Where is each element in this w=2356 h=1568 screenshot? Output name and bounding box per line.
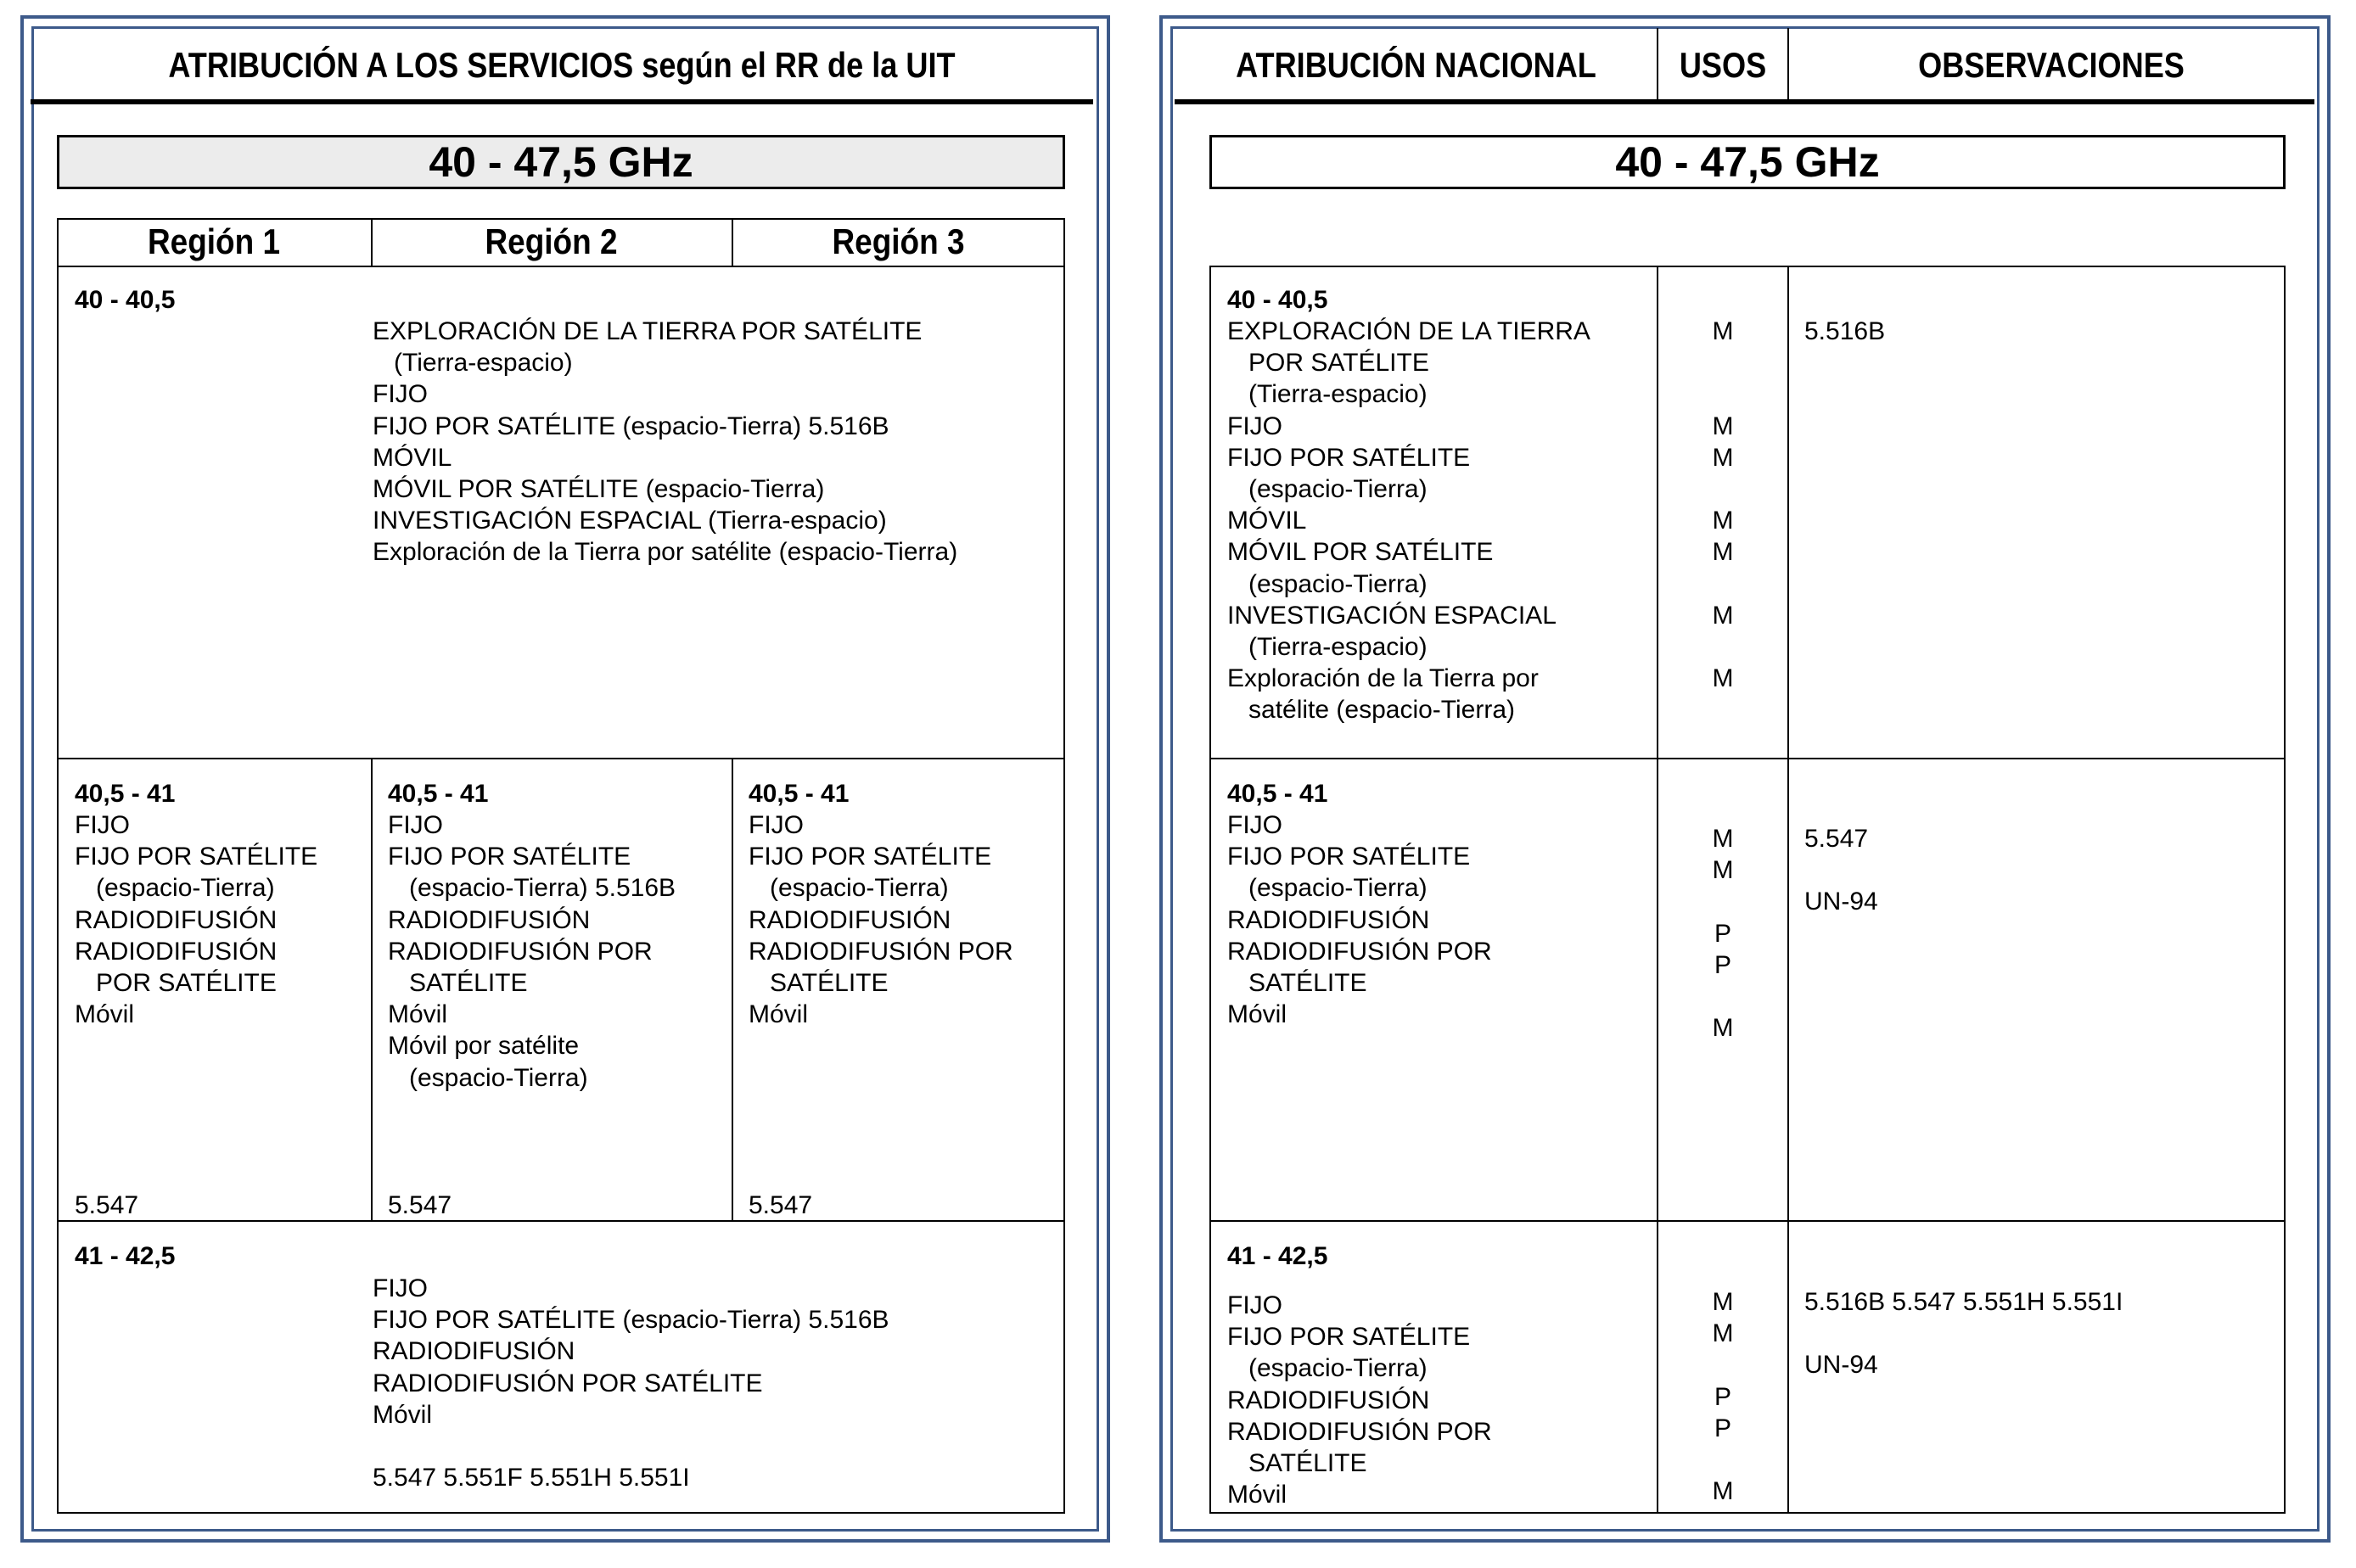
left-row2-r2-services: FIJO FIJO POR SATÉLITE (espacio-Tierra) 5.516B RADIODIFUSIÓN RADIODIFUSIÓN POR SATÉLITE Móvil Móvil por satélite (espacio-Tierra) xyxy=(388,811,676,1092)
right-row2-range: 40,5 - 41 xyxy=(1227,780,1328,808)
right-row1-services: EXPLORACIÓN DE LA TIERRA POR SATÉLITE (Tierra-espacio) FIJO FIJO POR SATÉLITE (espacio-Tierra) MÓVIL MÓVIL POR SATÉLITE (espacio-Tierra) INVESTIGACIÓN ESPACIAL (Tierra-espacio) Exploración de la Tierra por satélite (espacio-Tierra) xyxy=(1227,317,1590,725)
right-row2-services: FIJO FIJO POR SATÉLITE (espacio-Tierra) RADIODIFUSIÓN RADIODIFUSIÓN POR SATÉLITE Móvil xyxy=(1227,811,1492,1029)
right-band-title: 40 - 47,5 GHz xyxy=(1209,135,2286,189)
right-row2-usos: M M P P M xyxy=(1712,825,1734,1043)
right-header-rule xyxy=(1175,99,2314,104)
left-row3-services: FIJO FIJO POR SATÉLITE (espacio-Tierra) 5.516B RADIODIFUSIÓN RADIODIFUSIÓN POR SATÉLITE Móvil 5.547 5.551F 5.551H 5.551I xyxy=(373,1274,889,1492)
left-row2-r1-footnote: 5.547 xyxy=(75,1191,139,1219)
left-row2-r3-range: 40,5 - 41 xyxy=(749,780,850,808)
right-row1-usos: M M M M M M M xyxy=(1712,317,1734,693)
region-2-header: Región 2 xyxy=(485,221,618,261)
left-row2-r1-range: 40,5 - 41 xyxy=(75,780,176,808)
left-row2-r3-footnote: 5.547 xyxy=(749,1191,813,1219)
left-row3-range: 41 - 42,5 xyxy=(75,1242,176,1270)
right-row3-range: 41 - 42,5 xyxy=(1227,1242,1328,1270)
region-3-header: Región 3 xyxy=(832,221,965,261)
region-1-header: Región 1 xyxy=(147,221,281,261)
right-row1-observaciones: 5.516B xyxy=(1804,317,1886,345)
left-row2-r1-services: FIJO FIJO POR SATÉLITE (espacio-Tierra) RADIODIFUSIÓN RADIODIFUSIÓN POR SATÉLITE Móvil xyxy=(75,811,318,1029)
left-header-title: ATRIBUCIÓN A LOS SERVICIOS según el RR de la UIT xyxy=(168,45,956,85)
left-band-title: 40 - 47,5 GHz xyxy=(57,135,1065,189)
right-row3-observaciones: 5.516B 5.547 5.551H 5.551I UN-94 xyxy=(1804,1288,2123,1380)
left-row1-services: EXPLORACIÓN DE LA TIERRA POR SATÉLITE (Tierra-espacio) FIJO FIJO POR SATÉLITE (espacio-Tierra) 5.516B MÓVIL MÓVIL POR SATÉLITE (espacio-Tierra) INVESTIGACIÓN ESPACIAL (Tierra-espacio) Exploración de la Tierra por satélite (espacio-Tierra) xyxy=(373,317,958,567)
left-row2-r2-footnote: 5.547 xyxy=(388,1191,452,1219)
right-row3-services: FIJO FIJO POR SATÉLITE (espacio-Tierra) RADIODIFUSIÓN RADIODIFUSIÓN POR SATÉLITE Móvil xyxy=(1227,1291,1492,1509)
left-header-rule xyxy=(31,99,1093,104)
right-row2-observaciones: 5.547 UN-94 xyxy=(1804,825,1878,916)
left-row2-r2-range: 40,5 - 41 xyxy=(388,780,489,808)
right-row1-range: 40 - 40,5 xyxy=(1227,286,1328,314)
right-header-usos: USOS xyxy=(1679,45,1767,85)
right-row3-usos: M M P P M xyxy=(1712,1288,1734,1506)
right-header-national: ATRIBUCIÓN NACIONAL xyxy=(1236,45,1596,85)
left-row1-range: 40 - 40,5 xyxy=(75,286,176,314)
left-row2-r3-services: FIJO FIJO POR SATÉLITE (espacio-Tierra) RADIODIFUSIÓN RADIODIFUSIÓN POR SATÉLITE Móvil xyxy=(749,811,1013,1029)
right-header-observaciones: OBSERVACIONES xyxy=(1918,45,2185,85)
